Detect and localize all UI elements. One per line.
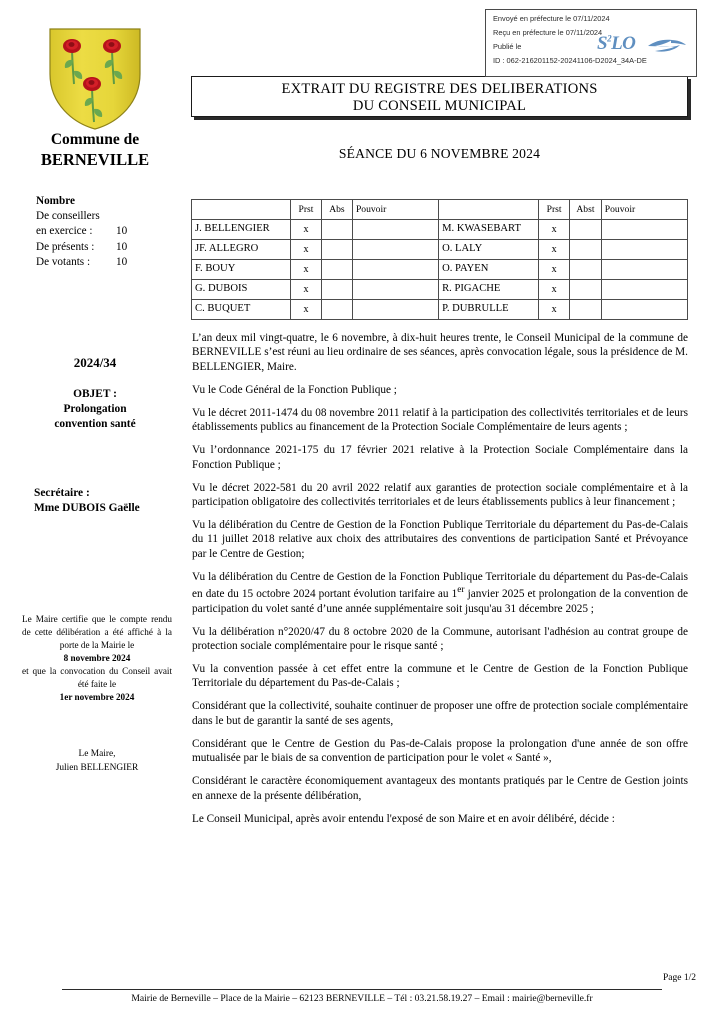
stamp-line-sent: Envoyé en préfecture le 07/11/2024: [493, 14, 610, 23]
councillor-proxy: [601, 260, 687, 280]
counts-subtitle: De conseillers: [36, 210, 100, 223]
councillor-name: O. PAYEN: [439, 260, 539, 280]
councillor-absent-mark: [321, 260, 352, 280]
secretary-name: Mme DUBOIS Gaëlle: [34, 502, 140, 515]
count-value-presents: 10: [116, 240, 128, 253]
councillor-present-mark: x: [539, 280, 570, 300]
councillor-present-mark: x: [291, 260, 322, 280]
councillor-present-mark: x: [539, 220, 570, 240]
body-paragraph-vu-8: Vu la convention passée à cet effet entre la commune et le Centre de Gestion de la Fonction Publique Territoriale du département du Pas-de-Calais ;: [192, 662, 688, 690]
stamp-line-published: Publié le: [493, 41, 522, 51]
councillor-counts: [36, 194, 186, 270]
councillor-present-mark: x: [291, 220, 322, 240]
count-row-exercice: [36, 224, 186, 239]
attendance-header-row: [192, 200, 688, 220]
councillor-name: R. PIGACHE: [439, 280, 539, 300]
councillor-present-mark: x: [291, 300, 322, 320]
commune-line2: BERNEVILLE: [40, 149, 150, 169]
councillor-name: F. BOUY: [192, 260, 291, 280]
councillor-absent-mark: [570, 220, 602, 240]
body-paragraph-vu-2: Vu le décret 2011-1474 du 08 novembre 2011 relatif à la participation des collectivités territoriales et de leurs établissements publics au financement de la Protection Sociale Complémentaire de leurs agents ;: [192, 406, 688, 434]
commune-line1: Commune de: [50, 131, 140, 148]
councillor-proxy: [352, 260, 438, 280]
table-row: [192, 260, 688, 280]
councillor-absent-mark: [321, 220, 352, 240]
body-p7-part1: Vu la délibération du Centre de Gestion de la Fonction Publique Territoriale du département du Pas-de-Calais en date du 15 octobre 2024 portant évolution tarifaire au 1: [192, 570, 688, 601]
certification-paragraph1: Le Maire certifie que le compte rendu de cette délibération a été affiché à la porte de la Mairie le: [22, 614, 172, 651]
commune-title: [0, 131, 190, 170]
count-label-votants: De votants :: [36, 255, 91, 268]
councillor-proxy: [352, 220, 438, 240]
body-paragraph-vu-6: [192, 570, 688, 616]
header-right-name: [439, 200, 539, 220]
table-row: [192, 220, 688, 240]
objet-label: OBJET :: [73, 388, 117, 400]
councillor-proxy: [352, 280, 438, 300]
councillor-name: G. DUBOIS: [192, 280, 291, 300]
councillor-name: J. BELLENGIER: [192, 220, 291, 240]
secretary-label: Secrétaire :: [34, 487, 90, 499]
mayor-role: Le Maire,: [78, 749, 116, 759]
document-title-box: [191, 76, 688, 117]
header-left-pouvoir: Pouvoir: [352, 200, 438, 220]
councillor-absent-mark: [321, 280, 352, 300]
body-paragraph-vu-5: Vu la délibération du Centre de Gestion de la Fonction Publique Territoriale du département du Pas-de-Calais du 11 juillet 2018 relative aux choix des attributaires des conventions de participation Santé et Prévoyance par le Centre de Gestion;: [192, 519, 688, 560]
page-title-line2: DU CONSEIL MUNICIPAL: [352, 97, 527, 114]
councillor-name: P. DUBRULLE: [439, 300, 539, 320]
page-number: Page 1/2: [663, 973, 696, 983]
header-right-prst: Prst: [539, 200, 570, 220]
deliberation-reference: 2024/34: [73, 355, 117, 370]
councillor-absent-mark: [321, 240, 352, 260]
count-value-exercice: 10: [116, 225, 128, 238]
prefecture-stamp: [485, 9, 697, 77]
councillor-present-mark: x: [539, 240, 570, 260]
councillor-absent-mark: [321, 300, 352, 320]
certification-block: [22, 613, 172, 704]
body-paragraph-considerant-2: Considérant que le Centre de Gestion du Pas-de-Calais propose la prolongation d'une année de son offre mutualisée par le biais de sa convention de participation pour le volet « Santé »,: [192, 737, 688, 765]
councillor-proxy: [601, 220, 687, 240]
count-label-presents: De présents :: [36, 240, 95, 253]
page-title-line1: EXTRAIT DU REGISTRE DES DELIBERATIONS: [281, 81, 598, 97]
session-date: SÉANCE DU 6 NOVEMBRE 2024: [338, 146, 541, 161]
councillor-absent-mark: [570, 240, 602, 260]
body-paragraph-vu-7: Vu la délibération n°2020/47 du 8 octobre 2020 de la Commune, autorisant l'adhésion au contrat groupe de protection sociale complémentaire pour le risque santé ;: [192, 625, 688, 652]
header-right-abs: Abst: [570, 200, 602, 220]
count-value-votants: 10: [116, 255, 128, 268]
stamp-line-id: ID : 062-216201152-20241106-D2024_34A-DE: [493, 55, 647, 65]
body-p7-part2: janvier 2025 et prolongation de la convention de participation du volet santé d’une année supplémentaire soit jusqu'au 31 décembre 2025 ;: [192, 588, 688, 615]
left-sidebar: [0, 0, 190, 1024]
objet-line2: convention santé: [54, 418, 136, 431]
footer-divider: [62, 989, 662, 990]
certification-date2: 1er novembre 2024: [59, 692, 135, 703]
councillor-proxy: [352, 300, 438, 320]
councillor-proxy: [601, 300, 687, 320]
coat-of-arms-icon: [45, 26, 145, 131]
objet-line1: Prolongation: [63, 403, 127, 416]
body-paragraph-opening: L’an deux mil vingt-quatre, le 6 novembre, à dix-huit heures trente, le Conseil Municipal de la commune de BERNEVILLE s’est réuni au lieu ordinaire de ses séances, après convocation légale, sous la présidence de M. BELLENGIER, Maire.: [192, 332, 688, 373]
councillor-absent-mark: [570, 260, 602, 280]
footer-contact: Mairie de Berneville – Place de la Mairie – 62123 BERNEVILLE – Tél : 03.21.58.19.27 – Email : mairie@berneville.fr: [131, 993, 593, 1004]
councillor-proxy: [601, 280, 687, 300]
body-paragraph-vu-1: Vu le Code Général de la Fonction Publique ;: [192, 383, 397, 396]
councillor-name: O. LALY: [439, 240, 539, 260]
count-label-exercice: en exercice :: [36, 225, 93, 238]
header-left-name: [192, 200, 291, 220]
councillor-present-mark: x: [291, 280, 322, 300]
councillor-absent-mark: [570, 300, 602, 320]
stamp-line-received: Reçu en préfecture le 07/11/2024: [493, 27, 603, 37]
body-paragraph-considerant-1: Considérant que la collectivité, souhaite continuer de proposer une offre de protection sociale complémentaire dans le but de garantir la santé de ses agents,: [192, 700, 688, 727]
header-left-prst: Prst: [291, 200, 322, 220]
mayor-signature-block: [22, 748, 172, 775]
header-right-pouvoir: Pouvoir: [601, 200, 687, 220]
councillor-proxy: [352, 240, 438, 260]
mayor-name: Julien BELLENGIER: [55, 762, 139, 773]
count-row-presents: [36, 240, 186, 255]
body-paragraph-considerant-3: Considérant le caractère économiquement avantageux des montants pratiqués par le Centre de Gestion joints en annexe de la présente délibération,: [192, 775, 688, 802]
secretary-block: [34, 486, 194, 517]
crest-container: [0, 26, 190, 136]
attendance-table: [191, 199, 688, 320]
councillor-name: M. KWASEBART: [439, 220, 539, 240]
certification-date1: 8 novembre 2024: [63, 653, 131, 664]
councillor-present-mark: x: [539, 300, 570, 320]
counts-title: Nombre: [36, 195, 75, 207]
councillor-name: JF. ALLEGRO: [192, 240, 291, 260]
slo-logo-text: $S^2LO$: [597, 33, 636, 54]
count-row-votants: [36, 255, 186, 270]
councillor-name: C. BUQUET: [192, 300, 291, 320]
councillor-present-mark: x: [539, 260, 570, 280]
councillor-proxy: [601, 240, 687, 260]
deliberation-body: [192, 331, 688, 826]
body-paragraph-decision: Le Conseil Municipal, après avoir entendu l'exposé de son Maire et en avoir délibéré, décide :: [192, 812, 615, 825]
councillor-absent-mark: [570, 280, 602, 300]
certification-paragraph2: et que la convocation du Conseil avait été faite le: [22, 666, 172, 690]
objet-block: [0, 387, 190, 432]
councillor-present-mark: x: [291, 240, 322, 260]
table-row: [192, 240, 688, 260]
body-paragraph-vu-3: Vu l’ordonnance 2021-175 du 17 février 2021 relative à la Protection Sociale Complémentaire dans la Fonction Publique ;: [192, 444, 688, 471]
body-p7-ordinal: er: [457, 585, 465, 596]
table-row: [192, 300, 688, 320]
table-row: [192, 280, 688, 300]
header-left-abs: Abs: [321, 200, 352, 220]
body-paragraph-vu-4: Vu le décret 2022-581 du 20 avril 2022 relatif aux garanties de protection sociale complémentaire et à la participation obligatoire des collectivités territoriales et de leurs établissements publics à leur financement ;: [192, 481, 688, 509]
